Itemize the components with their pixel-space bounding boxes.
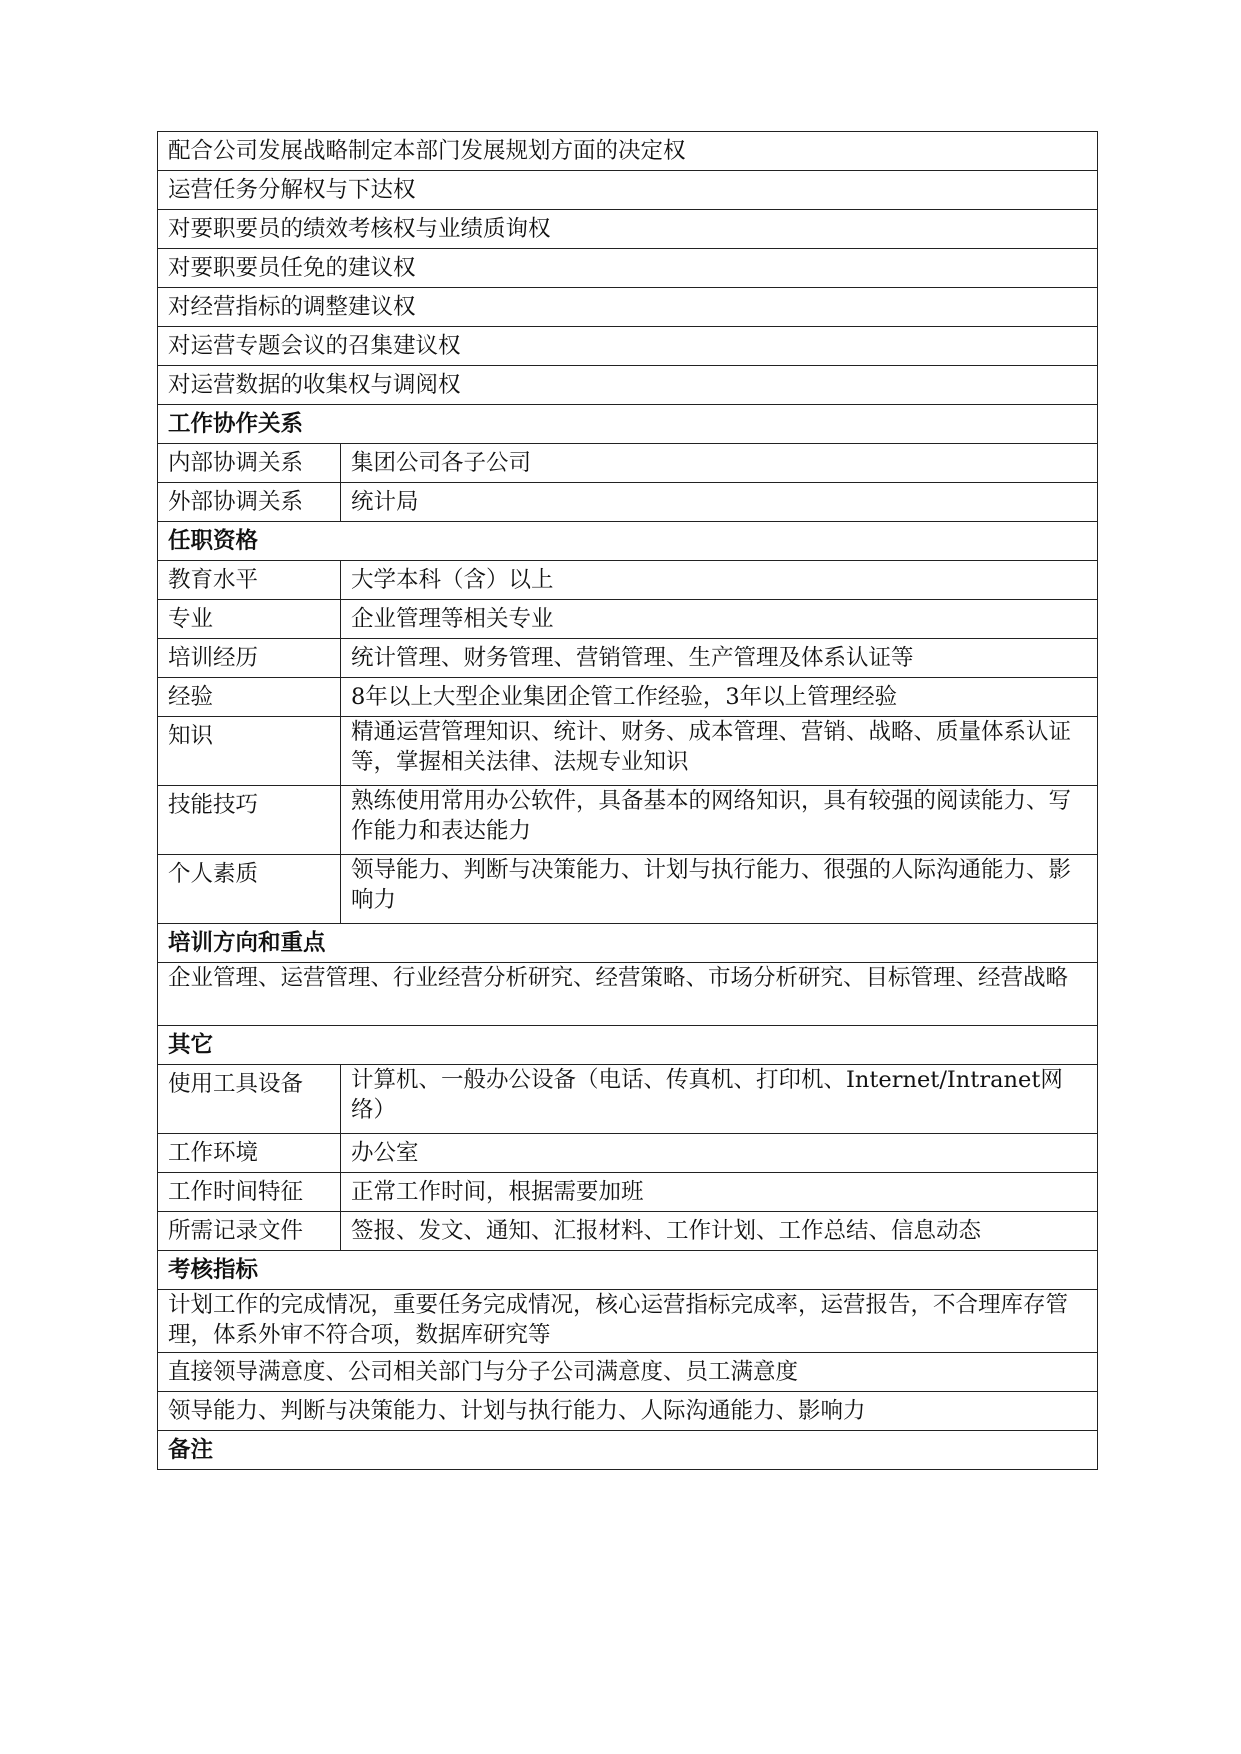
row-label: 内部协调关系 — [158, 444, 341, 483]
table-row — [158, 786, 1098, 855]
section-header-row — [158, 522, 1098, 561]
row-value: 统计局 — [341, 483, 1098, 522]
row-label: 专业 — [158, 600, 341, 639]
table-row — [158, 963, 1098, 1026]
row-value: 集团公司各子公司 — [341, 444, 1098, 483]
row-value: 企业管理等相关专业 — [341, 600, 1098, 639]
row-value: 领导能力、判断与决策能力、计划与执行能力、很强的人际沟通能力、影响力 — [341, 855, 1098, 924]
row-value: 大学本科（含）以上 — [341, 561, 1098, 600]
table-row — [158, 1134, 1098, 1173]
row-label: 工作环境 — [158, 1134, 341, 1173]
table-row — [158, 1065, 1098, 1134]
table-row — [158, 327, 1098, 366]
table-row — [158, 1290, 1098, 1353]
row-label: 培训经历 — [158, 639, 341, 678]
row-label: 个人素质 — [158, 855, 341, 924]
table-row — [158, 1212, 1098, 1251]
table-row — [158, 855, 1098, 924]
table-row — [158, 288, 1098, 327]
authority-item: 对运营数据的收集权与调阅权 — [158, 366, 1098, 405]
section-heading-assessment: 考核指标 — [158, 1251, 1098, 1290]
table-row — [158, 483, 1098, 522]
row-label: 使用工具设备 — [158, 1065, 341, 1134]
authority-item: 对运营专题会议的召集建议权 — [158, 327, 1098, 366]
authority-item: 对经营指标的调整建议权 — [158, 288, 1098, 327]
assessment-item: 计划工作的完成情况，重要任务完成情况，核心运营指标完成率，运营报告，不合理库存管理，体系外审不符合项，数据库研究等 — [158, 1290, 1098, 1353]
table-row — [158, 1392, 1098, 1431]
table-row — [158, 717, 1098, 786]
section-heading-cooperation: 工作协作关系 — [158, 405, 1098, 444]
row-label: 经验 — [158, 678, 341, 717]
row-value: 签报、发文、通知、汇报材料、工作计划、工作总结、信息动态 — [341, 1212, 1098, 1251]
table-row — [158, 678, 1098, 717]
section-header-row — [158, 924, 1098, 963]
table-row — [158, 561, 1098, 600]
row-value: 熟练使用常用办公软件，具备基本的网络知识，具有较强的阅读能力、写作能力和表达能力 — [341, 786, 1098, 855]
table-row — [158, 210, 1098, 249]
section-heading-training: 培训方向和重点 — [158, 924, 1098, 963]
table-row — [158, 600, 1098, 639]
table-row — [158, 1353, 1098, 1392]
row-label: 所需记录文件 — [158, 1212, 341, 1251]
row-value: 办公室 — [341, 1134, 1098, 1173]
authority-item: 对要职要员的绩效考核权与业绩质询权 — [158, 210, 1098, 249]
section-header-row — [158, 1431, 1098, 1470]
table-row — [158, 132, 1098, 171]
authority-item: 运营任务分解权与下达权 — [158, 171, 1098, 210]
row-label: 知识 — [158, 717, 341, 786]
row-label: 外部协调关系 — [158, 483, 341, 522]
section-header-row — [158, 405, 1098, 444]
row-value: 8年以上大型企业集团企管工作经验，3年以上管理经验 — [341, 678, 1098, 717]
row-label: 教育水平 — [158, 561, 341, 600]
section-header-row — [158, 1026, 1098, 1065]
authority-item: 对要职要员任免的建议权 — [158, 249, 1098, 288]
section-heading-remarks: 备注 — [158, 1431, 1098, 1470]
row-label: 工作时间特征 — [158, 1173, 341, 1212]
row-label: 技能技巧 — [158, 786, 341, 855]
assessment-item: 直接领导满意度、公司相关部门与分子公司满意度、员工满意度 — [158, 1353, 1098, 1392]
section-heading-qualification: 任职资格 — [158, 522, 1098, 561]
section-header-row — [158, 1251, 1098, 1290]
assessment-item: 领导能力、判断与决策能力、计划与执行能力、人际沟通能力、影响力 — [158, 1392, 1098, 1431]
row-value: 正常工作时间，根据需要加班 — [341, 1173, 1098, 1212]
row-value: 精通运营管理知识、统计、财务、成本管理、营销、战略、质量体系认证等，掌握相关法律、法规专业知识 — [341, 717, 1098, 786]
table-row — [158, 366, 1098, 405]
section-heading-other: 其它 — [158, 1026, 1098, 1065]
job-description-table — [157, 131, 1098, 1470]
table-row — [158, 1173, 1098, 1212]
table-row — [158, 171, 1098, 210]
authority-item: 配合公司发展战略制定本部门发展规划方面的决定权 — [158, 132, 1098, 171]
table-row — [158, 249, 1098, 288]
training-text: 企业管理、运营管理、行业经营分析研究、经营策略、市场分析研究、目标管理、经营战略 — [158, 963, 1098, 1026]
table-row — [158, 444, 1098, 483]
row-value: 统计管理、财务管理、营销管理、生产管理及体系认证等 — [341, 639, 1098, 678]
table-row — [158, 639, 1098, 678]
row-value: 计算机、一般办公设备（电话、传真机、打印机、Internet/Intranet网络） — [341, 1065, 1098, 1134]
